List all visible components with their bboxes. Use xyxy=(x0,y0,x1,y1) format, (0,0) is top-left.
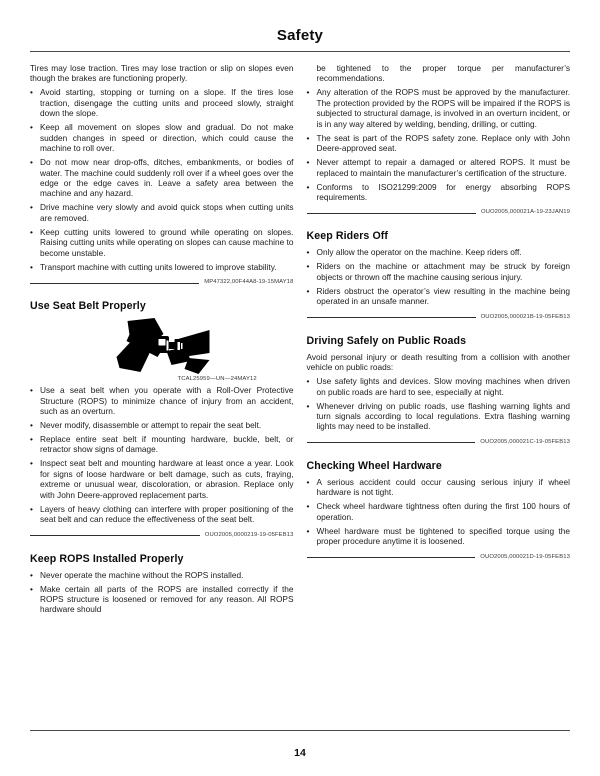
bullet-icon: • xyxy=(306,132,310,143)
bullet-icon: • xyxy=(306,476,310,487)
bullet-icon: • xyxy=(30,503,33,514)
bullet-icon: • xyxy=(306,376,310,387)
bullet-item xyxy=(307,526,571,547)
bullet-text: Layers of heavy clothing can interfere with proper positioning of the seat belt and can reduce the effectiveness of the seat belt. xyxy=(40,503,294,525)
bullet-item xyxy=(30,420,294,430)
bullet-text: Keep all movement on slopes slow and gradual. Do not make sudden changes in speed or direction, which could cause the machine to roll over. xyxy=(40,122,294,154)
bullet-item xyxy=(307,501,571,522)
signature-code: OUO2005,0000219-19-05FEB13 xyxy=(204,531,294,538)
signature-line xyxy=(307,554,571,560)
bullet-text: Replace entire seat belt if mounting hardware, buckle, belt, or retractor show signs of damage. xyxy=(40,433,294,455)
signature-code: OUO2005,000021D-19-05FEB13 xyxy=(480,553,570,560)
bullet-text: Never attempt to repair a damaged or altered ROPS. It must be replaced to maintain the manufacturer’s certification of the structure. xyxy=(316,157,570,178)
bullet-icon: • xyxy=(306,525,310,536)
bullet-icon: • xyxy=(30,458,33,469)
bullet-text: Never modify, disassemble or attempt to repair the seat belt. xyxy=(40,420,262,431)
bullet-icon: • xyxy=(30,226,33,237)
signature-line xyxy=(30,279,294,285)
signature-rule xyxy=(30,283,199,284)
paragraph: Avoid personal injury or death resulting from a collision with another vehicle on public roads: xyxy=(306,351,570,373)
bullet-text: Keep cutting units lowered to ground while operating on slopes. Raising cutting units while operating on slopes can cause machine to become unstable. xyxy=(40,226,294,258)
bullet-item xyxy=(307,247,571,257)
section-heading: Driving Safely on Public Roads xyxy=(306,334,467,347)
bullet-item xyxy=(307,87,571,129)
bullet-item xyxy=(307,157,571,178)
bullet-text: Whenever driving on public roads, use flashing warning lights and turn signals according to local regulations. Extra flashing warning lights may need to be installed. xyxy=(316,400,570,432)
seatbelt-figure xyxy=(30,317,294,382)
signature-rule xyxy=(307,442,476,443)
bullet-text: Check wheel hardware tightness often during the first 100 hours of operation. xyxy=(316,501,570,522)
bullet-text: Use a seat belt when you operate with a Roll-Over Protective Structure (ROPS) to minimize chance of injury from an accident, such as an overturn. xyxy=(40,385,294,417)
bullet-icon: • xyxy=(30,261,33,272)
bullet-item xyxy=(30,122,294,153)
bullet-icon: • xyxy=(30,202,33,213)
column-2 xyxy=(307,63,571,618)
bullet-icon: • xyxy=(30,157,33,168)
bullet-text: The seat is part of the ROPS safety zone. Replace only with John Deere-approved seat. xyxy=(316,132,570,154)
bullet-item xyxy=(30,87,294,118)
bullet-item xyxy=(30,584,294,615)
page-header xyxy=(0,0,600,44)
bullet-item xyxy=(307,401,571,432)
figure-frame xyxy=(67,317,257,382)
bullet-text: Transport machine with cutting units lowered to improve stability. xyxy=(40,261,277,272)
section-heading: Keep Riders Off xyxy=(306,230,389,243)
bullet-text: Wheel hardware must be tightened to specified torque using the proper procedure anytime it is loosened. xyxy=(316,525,570,547)
bullet-item xyxy=(307,376,571,397)
section-heading: Checking Wheel Hardware xyxy=(306,459,442,472)
column-1 xyxy=(30,63,294,618)
seatbelt-pictogram-icon xyxy=(114,317,210,375)
bullet-item xyxy=(307,477,571,498)
section-heading: Use Seat Belt Properly xyxy=(30,300,146,313)
bullet-item xyxy=(30,227,294,258)
signature-line xyxy=(30,532,294,538)
bullet-text: Never operate the machine without the ROPS installed. xyxy=(40,569,244,580)
signature-line xyxy=(307,314,571,320)
bullet-text: Make certain all parts of the ROPS are installed correctly if the ROPS structure is loosened or removed for any reason. All ROPS hardware should xyxy=(40,583,294,615)
bullet-icon: • xyxy=(30,583,33,594)
bullet-item xyxy=(30,504,294,525)
bullet-icon: • xyxy=(306,261,310,272)
footer-divider xyxy=(30,730,570,731)
bullet-icon: • xyxy=(306,501,310,512)
bullet-item xyxy=(30,202,294,223)
bullet-text: Avoid starting, stopping or turning on a slope. If the tires lose traction, disengage the cutting units and proceed slowly, straight down the slope. xyxy=(40,87,294,119)
bullet-text: Inspect seat belt and mounting hardware at least once a year. Look for signs of loose hardware or belt damage, such as cuts, fraying, extreme or unusual wear, discoloration, or abrasion. Replace only with John Deere-approved replacement parts. xyxy=(40,458,294,500)
bullet-item xyxy=(30,157,294,199)
page-title: Safety xyxy=(276,27,324,44)
bullet-icon: • xyxy=(30,420,33,431)
bullet-text: Use safety lights and devices. Slow moving machines when driven on public roads are hard to see, especially at night. xyxy=(316,376,570,397)
bullet-item xyxy=(30,570,294,580)
signature-rule xyxy=(307,317,476,318)
columns xyxy=(0,52,600,618)
bullet-item xyxy=(30,262,294,272)
bullet-icon: • xyxy=(306,87,310,98)
bullet-item xyxy=(307,286,571,307)
bullet-item xyxy=(30,458,294,500)
bullet-item xyxy=(307,182,571,203)
bullet-text: Riders on the machine or attachment may be struck by foreign objects or thrown off the machine causing serious injury. xyxy=(316,261,570,282)
signature-rule xyxy=(30,535,200,536)
bullet-icon: • xyxy=(306,157,310,168)
bullet-icon: • xyxy=(30,433,33,444)
page-number: 14 xyxy=(294,747,306,759)
paragraph: Tires may lose traction. Tires may lose traction or slip on slopes even though the brakes are functioning properly. xyxy=(30,63,294,84)
bullet-text: A serious accident could occur causing serious injury if wheel hardware is not tight. xyxy=(316,476,570,498)
section-heading: Keep ROPS Installed Properly xyxy=(30,552,184,565)
bullet-text: Any alteration of the ROPS must be approved by the manufacturer. The protection provided by the ROPS will be impaired if the ROPS is subjected to structural damage, is involved in an overturn incident, or is in any way altered by welding, bending, drilling, or cutting. xyxy=(316,87,570,129)
paragraph: be tightened to the proper torque per manufacturer’s recommendations. xyxy=(316,63,570,84)
bullet-text: Drive machine very slowly and avoid quick stops when cutting units are removed. xyxy=(40,202,294,223)
bullet-icon: • xyxy=(30,385,33,396)
bullet-text: Only allow the operator on the machine. Keep riders off. xyxy=(316,247,522,258)
bullet-icon: • xyxy=(30,122,33,133)
signature-code: OUO2005,000021A-19-23JAN19 xyxy=(480,209,570,216)
bullet-item xyxy=(307,133,571,154)
signature-code: OUO2005,000021B-19-05FEB13 xyxy=(480,313,570,320)
signature-rule xyxy=(307,213,476,214)
bullet-icon: • xyxy=(306,247,310,258)
bullet-text: Conforms to ISO21299:2009 for energy absorbing ROPS requirements. xyxy=(316,181,570,202)
signature-rule xyxy=(307,557,476,558)
bullet-item xyxy=(30,385,294,416)
signature-code: OUO2005,000021C-19-05FEB13 xyxy=(480,438,570,445)
bullet-icon: • xyxy=(306,285,310,296)
bullet-item xyxy=(307,261,571,282)
bullet-icon: • xyxy=(30,569,33,580)
bullet-icon: • xyxy=(30,87,33,98)
signature-line xyxy=(307,439,571,445)
bullet-text: Do not mow near drop-offs, ditches, embankments, or bodies of water. The machine could suddenly roll over if a wheel goes over the edge or the edge caves in. Leave a safety area between the machine and any hazard. xyxy=(40,157,294,199)
bullet-text: Riders obstruct the operator’s view resulting in the machine being operated in an unsafe manner. xyxy=(316,285,570,307)
bullet-icon: • xyxy=(306,181,310,192)
bullet-item xyxy=(30,434,294,455)
bullet-icon: • xyxy=(306,400,310,411)
signature-code: MP47322,00F44A8-19-15MAY18 xyxy=(204,279,294,286)
figure-caption: TCAL25959—UN—24MAY12 xyxy=(177,376,257,383)
signature-line xyxy=(307,209,571,215)
